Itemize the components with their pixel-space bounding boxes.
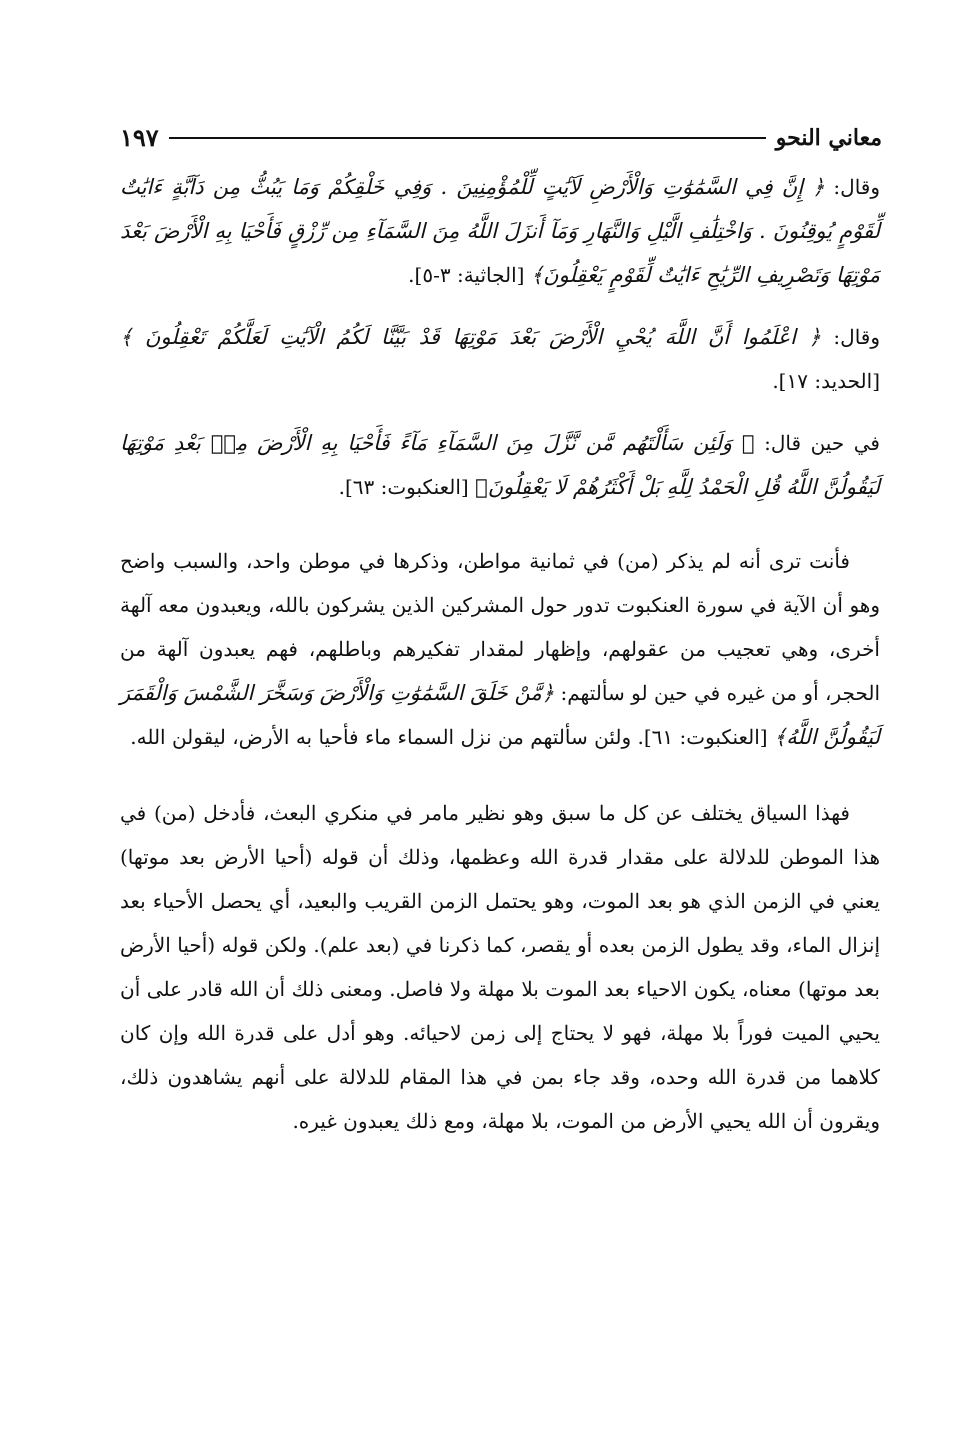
quran-verse: ﴿مَّنْ خَلَقَ السَّمَٰوَٰتِ وَالْأَرْضَ وَسَخَّرَ الشَّمْسَ وَالْقَمَرَ لَيَقُولُنَّ اللَّهُ﴾ [120,681,880,749]
body-paragraph [120,791,880,1143]
quote-block [120,165,880,297]
header-rule [169,137,766,139]
quote-block [120,421,880,509]
body-paragraph [120,539,880,759]
page-number: ١٩٧ [120,123,159,152]
page-body [120,165,880,1175]
paragraph-text: فهذا السياق يختلف عن كل ما سبق وهو نظير مامر في منكري البعث، فأدخل (من) في هذا الموطن للدلالة على مقدار قدرة الله وعظمها، وذلك أن قوله (أحيا الأرض بعد موتها) يعني في الزمن الذي هو بعد الموت، وهو يحتمل الزمن القريب والبعيد، أي يحصل الأحياء بعد إنزال الماء، وقد يطول الزمن بعده أو يقصر، كما ذكرنا في (بعد علم). ولكن قوله (أحيا الأرض بعد موتها) معناه، يكون الاحياء بعد الموت بلا مهلة ولا فاصل. ومعنى ذلك أن الله قادر على أن يحيي الميت فوراً بلا مهلة، فهو لا يحتاج إلى زمن لاحيائه. وهو أدل على قدرة الله وإن كان كلاهما من قدرة الله وحده، وقد جاء بمن في هذا المقام للدلالة على أنهم يشاهدون ذلك، ويقرون أن الله يحيي الأرض من الموت، بلا مهلة، ومع ذلك يعبدون غيره. [120,801,880,1133]
verse-citation: [العنكبوت: ٦١]. [637,725,768,749]
paragraph-text: فأنت ترى أنه لم يذكر (من) في ثمانية مواطن، وذكرها في موطن واحد، والسبب واضح وهو أن الآية في سورة العنكبوت تدور حول المشركين الذين يشركون بالله، ويعبدون معه آلهة أخرى، وهي تعجيب من عقولهم، وإظهار لمقدار تفكيرهم وباطلهم، فهم يعبدون آلهة من الحجر، أو من غيره في حين لو سألتهم: [120,549,881,705]
quote-intro: في حين قال: [764,431,880,455]
paragraph-text: ولئن سألتهم من نزل السماء ماء فأحيا به الأرض، ليقولن الله. [130,725,632,749]
quote-intro: وقال: [833,325,881,349]
verse-citation: [الحديد: ١٧]. [772,369,880,393]
verse-citation: [العنكبوت: ٦٣]. [338,475,469,499]
quote-intro: وقال: [833,175,881,199]
quran-verse: ﴿ وَلَئِن سَأَلْتَهُم مَّن نَّزَّلَ مِنَ السَّمَآءِ مَآءً فَأَحْيَا بِهِ الْأَرْضَ مِنۢ بَعْدِ مَوْتِهَا لَيَقُولُنَّ اللَّهُ قُلِ الْحَمْدُ لِلَّهِ بَلْ أَكْثَرُهُمْ لَا يَعْقِلُونَ﴾ [120,431,880,499]
quote-block [120,315,880,403]
quran-verse: ﴿ إِنَّ فِي السَّمَٰوَٰتِ وَالْأَرْضِ لَآيَٰتٍ لِّلْمُؤْمِنِينَ . وَفِي خَلْقِكُمْ وَمَا يَبُثُّ مِن دَآبَّةٍ ءَايَٰتٌ لِّقَوْمٍ يُوقِنُونَ . وَاخْتِلَٰفِ الَّيْلِ وَالنَّهَارِ وَمَآ أَنزَلَ اللَّهُ مِنَ السَّمَآءِ مِن رِّزْقٍ فَأَحْيَا بِهِ الْأَرْضَ بَعْدَ مَوْتِهَا وَتَصْرِيفِ الرِّيَٰحِ ءَايَٰتٌ لِّقَوْمٍ يَعْقِلُونَ﴾ [120,175,880,287]
verse-citation: [الجاثية: ٣-٥]. [408,263,525,287]
running-title: معاني النحو [775,125,882,151]
page-header [120,118,882,158]
quran-verse: ﴿ اعْلَمُوا أَنَّ اللَّهَ يُحْيِ الْأَرْضَ بَعْدَ مَوْتِهَا قَدْ بَيَّنَّا لَكُمُ الْآيَٰتِ لَعَلَّكُمْ تَعْقِلُونَ ﴾ [120,325,821,349]
